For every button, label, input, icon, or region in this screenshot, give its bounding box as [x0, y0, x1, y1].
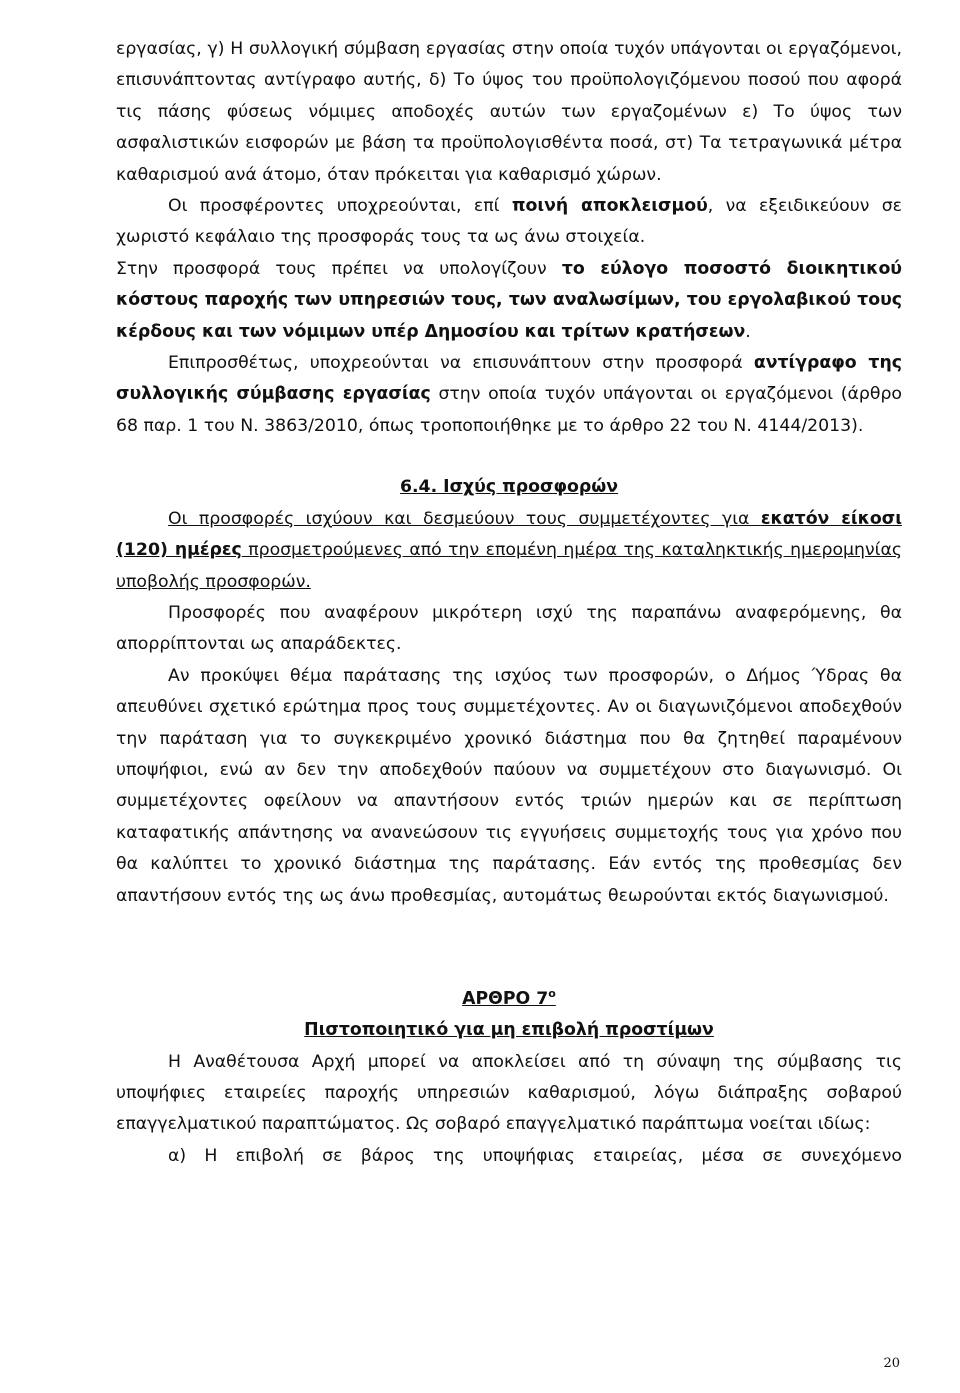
section-heading-6-4: 6.4. Ισχύς προσφορών: [399, 477, 619, 498]
text-run: στην οποία τυχόν υπάγονται οι εργαζόμενοι (άρθρο 68 παρ. 1 του Ν. 3863/2010, όπως τροποποιήθηκε με το άρθρο 22 του Ν. 4144/2013).: [116, 384, 902, 436]
paragraph-contract-details: εργασίας, γ) Η συλλογική σύμβαση εργασίας στην οποία τυχόν υπάγονται οι εργαζόμενοι, επισυνάπτοντας αντίγραφο αυτής, δ) Το ύψος του προϋπολογιζόμενου ποσού που αφορά τις πάσης φύσεως νόμιμες αποδοχές αυτών των εργαζομένων ε) Το ύψος των ασφαλιστικών εισφορών με βάση τα προϋπολογισθέντα ποσά, στ) Τα τετραγωνικά μέτρα καθαρισμού ανά άτομο, όταν πρόκειται για καθαρισμό χώρων.: [116, 39, 902, 185]
paragraph-exclusion: Η Αναθέτουσα Αρχή μπορεί να αποκλείσει από τη σύναψη της σύμβασης τις υποψήφιες εταιρείες παροχής υπηρεσιών καθαρισμού, λόγω διάπραξης σοβαρού επαγγελματικού παραπτώματος. Ως σοβαρό επαγγελματικό παράπτωμα νοείται ιδίως:: [116, 1051, 902, 1135]
bold-text-duration: εκατόν είκοσι (120) ημέρες: [116, 508, 902, 561]
paragraph-collective-agreement: [116, 348, 902, 442]
text-run: Επιπροσθέτως, υποχρεούνται να επισυνάπτουν στην προσφορά: [168, 353, 754, 374]
article-heading: [116, 978, 902, 1015]
document-page: [116, 34, 902, 1172]
text-run: .: [745, 321, 751, 342]
page-number: 20: [883, 1356, 900, 1371]
paragraph-cost-calculation: [116, 254, 902, 348]
paragraph-shorter-validity: Προσφορές που αναφέρουν μικρότερη ισχύ της παραπάνω αναφερόμενης, θα απορρίπτονται ως απαράδεκτες.: [116, 602, 902, 655]
bold-text-agreement: αντίγραφο της συλλογικής σύμβασης εργασίας: [116, 353, 902, 405]
article-title-superscript: ο: [548, 986, 556, 1000]
text-run: Στην προσφορά τους πρέπει να υπολογίζουν: [116, 258, 562, 279]
text-run: , να εξειδικεύουν σε χωριστό κεφάλαιο της προσφοράς τους τα ως άνω στοιχεία.: [116, 196, 902, 248]
text-run: προσμετρούμενες από την επομένη ημέρα της καταληκτικής ημερομηνίας υποβολής προσφορών.: [116, 540, 902, 592]
paragraph-validity-extension: Αν προκύψει θέμα παράτασης της ισχύος των προσφορών, ο Δήμος Ύδρας θα απευθύνει σχετικό ερώτημα προς τους συμμετέχοντες. Αν οι διαγωνιζόμενοι αποδεχθούν την παράταση για το συγκεκριμένο χρονικό διάστημα που θα ζητηθεί παραμένουν υποψήφιοι, ενώ αν δεν την αποδεχθούν παύουν να συμμετέχουν στο διαγωνισμό. Οι συμμετέχοντες οφείλουν να απαντήσουν εντός τριών ημερών και σε περίπτωση καταφατικής απάντησης να ανανεώσουν τις εγγυήσεις συμμετοχής τους για χρόνο που θα καλύπτει το χρονικό διάστημα της παράτασης. Εάν εντός της προθεσμίας δεν απαντήσουν εντός της ως άνω προθεσμίας, αυτομάτως θεωρούνται εκτός διαγωνισμού.: [116, 665, 902, 906]
text-run: Οι προσφορές ισχύουν και δεσμεύουν τους συμμετέχοντες για: [168, 508, 761, 529]
bold-text-costs: το εύλογο ποσοστό διοικητικού κόστους παροχής των υπηρεσιών τους, των αναλωσίμων, του εργολαβικού τους κέρδους και των νόμιμων υπέρ Δημοσίου και τρίτων κρατήσεων: [116, 258, 902, 342]
paragraph-obligation: [116, 191, 902, 254]
article-subtitle: Πιστοποιητικό για μη επιβολή προστίμων: [304, 1020, 714, 1041]
text-run: Οι προσφέροντες υποχρεούνται, επί: [168, 196, 512, 217]
paragraph-penalty-item-a: α) Η επιβολή σε βάρος της υποψήφιας εταιρείας, μέσα σε συνεχόμενο: [168, 1145, 902, 1166]
article-title: ΑΡΘΡΟ 7: [462, 988, 549, 1009]
paragraph-offer-validity: [116, 504, 902, 598]
bold-text-penalty: ποινή αποκλεισμού: [511, 196, 708, 217]
